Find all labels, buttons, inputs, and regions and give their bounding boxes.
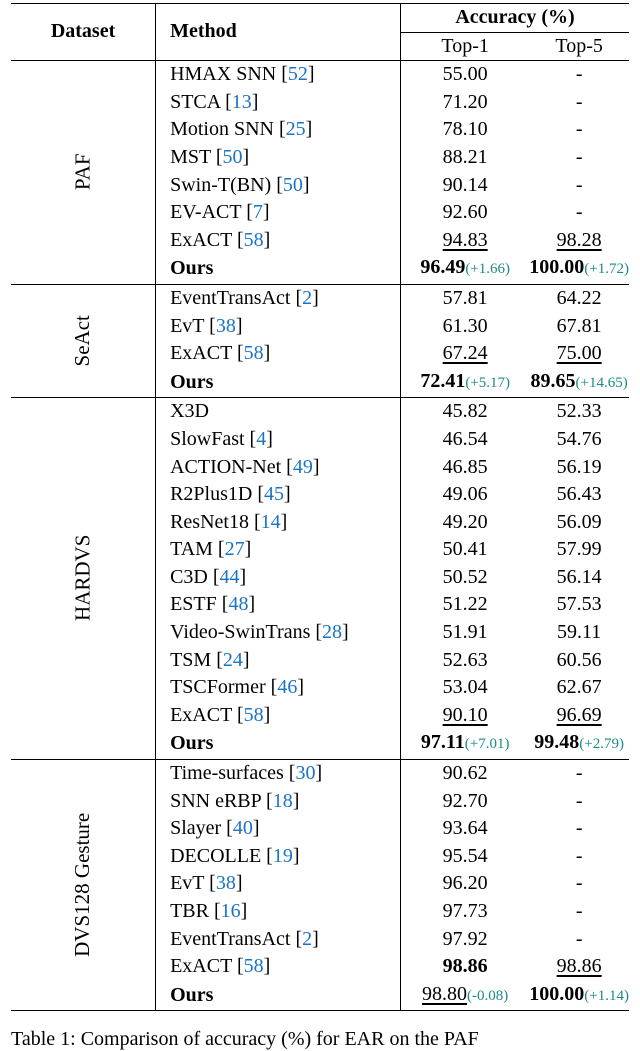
citation-link[interactable]: 45 — [264, 483, 284, 506]
top1-cell — [401, 926, 530, 954]
top5-cell — [529, 454, 629, 482]
top1-value: 98.80 — [422, 982, 468, 1005]
top1-cell — [401, 647, 530, 675]
method-cell: ExACT [58] — [156, 227, 401, 255]
citation-link[interactable]: 24 — [222, 648, 243, 671]
top5-cell — [529, 368, 629, 398]
method-name: Ours — [170, 732, 214, 755]
top5-cell — [529, 144, 629, 172]
top1-value: 53.04 — [442, 676, 488, 699]
top5-value: 57.53 — [556, 593, 602, 616]
top1-value: 97.11 — [420, 731, 465, 754]
top1-cell — [401, 619, 530, 647]
top5-value: 52.33 — [556, 400, 602, 423]
method-cell — [156, 368, 401, 398]
top1-value: 72.41 — [420, 369, 466, 392]
top1-value: 51.91 — [442, 621, 488, 644]
top5-value: - — [575, 173, 583, 196]
method-cell: ExACT [58] — [156, 953, 401, 981]
citation-link[interactable]: 16 — [220, 900, 241, 922]
top1-value: 95.54 — [442, 844, 488, 867]
top5-value: 64.22 — [556, 286, 602, 309]
table-row — [11, 398, 629, 426]
method-cell: ResNet18 [14] — [156, 509, 401, 537]
citation-link[interactable]: 19 — [272, 844, 293, 867]
top5-cell — [529, 89, 629, 117]
top1-value: 92.70 — [442, 789, 488, 812]
top1-cell — [401, 788, 530, 816]
top1-cell — [401, 981, 530, 1011]
citation-link[interactable]: 14 — [260, 510, 281, 533]
top5-cell — [529, 953, 629, 981]
method-cell: SNN eRBP [18] — [156, 788, 401, 816]
top1-cell — [401, 284, 530, 312]
method-cell: ESTF [48] — [156, 591, 401, 619]
top5-cell — [529, 981, 629, 1011]
method-name: SNN eRBP — [170, 789, 262, 812]
dataset-cell — [11, 61, 156, 285]
top5-value: - — [575, 844, 583, 867]
top1-cell — [401, 89, 530, 117]
top5-cell — [529, 729, 629, 759]
top5-cell — [529, 898, 629, 926]
citation-link[interactable]: 38 — [215, 872, 236, 895]
method-name: MST — [170, 145, 211, 168]
top1-cell — [401, 199, 530, 227]
top1-cell — [401, 254, 530, 284]
top1-cell — [401, 481, 530, 509]
method-name: EV-ACT — [170, 201, 242, 224]
header-top1: Top-1 — [441, 34, 489, 57]
citation-link[interactable]: 13 — [231, 90, 252, 113]
top1-cell — [401, 61, 530, 89]
top5-value: - — [575, 817, 583, 840]
citation-link[interactable]: 40 — [232, 817, 253, 840]
method-name: Slayer — [170, 817, 222, 840]
table-row — [11, 760, 629, 788]
header-top5: Top-5 — [555, 34, 603, 57]
top1-value: 57.81 — [442, 286, 488, 309]
top1-cell — [401, 340, 530, 368]
top1-cell — [401, 815, 530, 843]
method-name: ExACT — [170, 955, 232, 978]
method-cell: EvT [38] — [156, 870, 401, 898]
top1-cell — [401, 144, 530, 172]
top5-cell — [529, 870, 629, 898]
method-name: R2Plus1D — [170, 483, 253, 506]
citation-link[interactable]: 7 — [252, 201, 263, 224]
top5-value: - — [575, 872, 583, 895]
top5-value: 96.69 — [556, 703, 602, 726]
top5-value: 100.00 — [529, 256, 585, 279]
method-cell: STCA [13] — [156, 89, 401, 117]
dataset-cell — [11, 284, 156, 397]
method-name: X3D — [170, 400, 209, 423]
citation-link[interactable]: 28 — [322, 621, 343, 644]
top5-cell — [529, 619, 629, 647]
top5-value: - — [575, 927, 583, 950]
citation-link[interactable]: 2 — [302, 286, 313, 309]
top5-cell — [529, 647, 629, 675]
top5-gain: (+1.72) — [584, 261, 629, 278]
top1-cell — [401, 536, 530, 564]
top5-cell — [529, 591, 629, 619]
method-name: ExACT — [170, 703, 232, 726]
top5-value: 56.14 — [556, 565, 602, 588]
method-cell: Video-SwinTrans [28] — [156, 619, 401, 647]
top5-value: - — [575, 90, 583, 113]
top1-cell — [401, 702, 530, 730]
dataset-label: SeAct — [70, 314, 95, 367]
top5-value: - — [575, 789, 583, 812]
method-cell: TAM [27] — [156, 536, 401, 564]
top1-gain: (+5.17) — [465, 374, 511, 391]
table-row — [11, 61, 629, 89]
top5-cell — [529, 564, 629, 592]
top1-value: 46.54 — [442, 427, 488, 450]
method-name: EventTransAct — [170, 286, 291, 309]
method-cell: ACTION-Net [49] — [156, 454, 401, 482]
top5-cell — [529, 926, 629, 954]
top5-value: 100.00 — [529, 982, 585, 1005]
method-cell: SlowFast [4] — [156, 426, 401, 454]
top5-value: - — [575, 762, 583, 785]
header-method: Method — [156, 4, 401, 61]
top1-value: 94.83 — [442, 228, 488, 251]
method-name: DECOLLE — [170, 844, 262, 867]
citation-link[interactable]: 58 — [243, 703, 264, 726]
top1-cell — [401, 368, 530, 398]
top5-value: - — [575, 201, 583, 224]
citation-link[interactable]: 44 — [219, 565, 240, 588]
dataset-cell — [11, 398, 156, 760]
top5-value: - — [575, 900, 583, 922]
method-name: EvT — [170, 872, 205, 895]
results-table — [11, 3, 629, 1011]
method-cell: Motion SNN [25] — [156, 116, 401, 144]
dataset-label: DVS128 Gesture — [70, 812, 95, 957]
header-accuracy: Accuracy (%) — [401, 4, 629, 33]
method-name: STCA — [170, 90, 221, 113]
top1-value: 51.22 — [442, 593, 488, 616]
method-name: ACTION-Net — [170, 455, 282, 478]
citation-link[interactable]: 48 — [228, 593, 249, 616]
method-cell: EventTransAct [2] — [156, 284, 401, 312]
top1-value: 61.30 — [442, 314, 488, 337]
top5-value: 57.99 — [556, 538, 602, 561]
method-cell: EvT [38] — [156, 313, 401, 341]
top1-value: 98.86 — [442, 955, 488, 978]
method-name: C3D — [170, 565, 208, 588]
top5-cell — [529, 254, 629, 284]
top1-cell — [401, 591, 530, 619]
citation-link[interactable]: 30 — [295, 762, 316, 785]
top1-value: 45.82 — [442, 400, 488, 423]
method-name: Ours — [170, 983, 214, 1006]
top1-cell — [401, 729, 530, 759]
table-body — [11, 61, 629, 1011]
top1-cell — [401, 760, 530, 788]
citation-link[interactable]: 18 — [272, 789, 293, 812]
method-name: Swin-T(BN) — [170, 173, 272, 196]
top1-cell — [401, 509, 530, 537]
top1-value: 90.14 — [442, 173, 488, 196]
top5-gain: (+2.79) — [579, 736, 624, 753]
top5-cell — [529, 340, 629, 368]
top5-value: 98.86 — [556, 955, 602, 978]
citation-link[interactable]: 27 — [224, 538, 245, 561]
method-cell: EV-ACT [7] — [156, 199, 401, 227]
dataset-cell — [11, 760, 156, 1011]
top1-cell — [401, 172, 530, 200]
top5-cell — [529, 116, 629, 144]
method-name: Ours — [170, 370, 214, 393]
method-cell: ExACT [58] — [156, 340, 401, 368]
top5-value: 56.43 — [556, 483, 602, 506]
top5-cell — [529, 426, 629, 454]
top5-value: 67.81 — [556, 314, 602, 337]
top1-value: 97.73 — [442, 900, 488, 922]
top1-value: 97.92 — [442, 927, 488, 950]
top5-gain: (+1.14) — [584, 987, 629, 1004]
citation-link[interactable]: 2 — [302, 927, 313, 950]
method-name: TSCFormer — [170, 676, 266, 699]
top1-cell — [401, 564, 530, 592]
top5-cell — [529, 815, 629, 843]
top1-value: 50.41 — [442, 538, 488, 561]
citation-link[interactable]: 49 — [292, 455, 313, 478]
top5-cell — [529, 760, 629, 788]
top5-cell — [529, 398, 629, 426]
method-cell — [156, 981, 401, 1011]
method-cell: Swin-T(BN) [50] — [156, 172, 401, 200]
top1-value: 49.20 — [442, 510, 488, 533]
top5-cell — [529, 702, 629, 730]
method-name: TBR — [170, 900, 209, 922]
dataset-label: PAF — [70, 153, 95, 191]
method-name: ExACT — [170, 342, 232, 365]
citation-link[interactable]: 58 — [243, 228, 264, 251]
top1-value: 50.52 — [442, 565, 488, 588]
top5-value: - — [575, 63, 583, 86]
method-name: EventTransAct — [170, 927, 291, 950]
top5-cell — [529, 509, 629, 537]
top5-value: - — [575, 118, 583, 141]
method-cell: Time-surfaces [30] — [156, 760, 401, 788]
top5-cell — [529, 788, 629, 816]
top1-value: 55.00 — [442, 63, 488, 86]
top1-cell — [401, 870, 530, 898]
top1-cell — [401, 953, 530, 981]
citation-link[interactable]: 52 — [287, 63, 308, 86]
top5-value: 56.19 — [556, 455, 602, 478]
top1-cell — [401, 674, 530, 702]
top5-cell — [529, 172, 629, 200]
top5-value: 98.28 — [556, 228, 602, 251]
top5-gain: (+14.65) — [575, 374, 628, 391]
method-cell — [156, 254, 401, 284]
dataset-label: HARDVS — [70, 534, 95, 622]
top1-value: 67.24 — [442, 342, 488, 365]
method-cell: HMAX SNN [52] — [156, 61, 401, 89]
top1-value: 49.06 — [442, 483, 488, 506]
table-row — [11, 284, 629, 312]
top5-cell — [529, 199, 629, 227]
top5-value: 56.09 — [556, 510, 602, 533]
method-name: TSM — [170, 648, 212, 671]
method-name: Time-surfaces — [170, 762, 284, 785]
top5-cell — [529, 536, 629, 564]
method-name: ResNet18 — [170, 510, 249, 533]
method-cell: Slayer [40] — [156, 815, 401, 843]
method-name: HMAX SNN — [170, 63, 277, 86]
table-caption: Table 1: Comparison of accuracy (%) for EAR on the PAF — [11, 1028, 479, 1050]
method-cell: C3D [44] — [156, 564, 401, 592]
method-cell: MST [50] — [156, 144, 401, 172]
top1-cell — [401, 454, 530, 482]
top5-value: 89.65 — [530, 369, 576, 392]
method-name: EvT — [170, 314, 205, 337]
top5-cell — [529, 61, 629, 89]
citation-link[interactable]: 50 — [282, 173, 303, 196]
top5-cell — [529, 284, 629, 312]
method-name: ExACT — [170, 228, 232, 251]
top1-value: 90.62 — [442, 762, 488, 785]
top1-gain: (+1.66) — [465, 261, 511, 278]
top5-cell — [529, 674, 629, 702]
top1-cell — [401, 398, 530, 426]
top1-value: 71.20 — [442, 90, 488, 113]
top1-gain: (+7.01) — [464, 736, 510, 753]
top1-value: 96.20 — [442, 872, 488, 895]
top1-value: 92.60 — [442, 201, 488, 224]
method-cell: R2Plus1D [45] — [156, 481, 401, 509]
top1-value: 88.21 — [442, 145, 488, 168]
citation-link[interactable]: 4 — [256, 427, 267, 450]
top1-cell — [401, 426, 530, 454]
method-name: TAM — [170, 538, 213, 561]
top1-value: 90.10 — [442, 703, 488, 726]
method-cell: EventTransAct [2] — [156, 926, 401, 954]
method-cell — [156, 729, 401, 759]
top5-value: - — [575, 145, 583, 168]
citation-link[interactable]: 25 — [285, 118, 306, 141]
top1-value: 46.85 — [442, 455, 488, 478]
header-dataset: Dataset — [11, 4, 156, 61]
method-cell: TBR [16] — [156, 898, 401, 926]
top5-cell — [529, 227, 629, 255]
top1-cell — [401, 898, 530, 926]
top5-cell — [529, 481, 629, 509]
method-name: ESTF — [170, 593, 217, 616]
top5-value: 75.00 — [556, 342, 602, 365]
top1-value: 93.64 — [442, 817, 488, 840]
method-cell: ExACT [58] — [156, 702, 401, 730]
top1-gain: (-0.08) — [467, 987, 509, 1004]
top5-value: 62.67 — [556, 676, 602, 699]
top5-value: 59.11 — [557, 621, 602, 644]
method-cell — [156, 398, 401, 426]
method-name: Ours — [170, 257, 214, 280]
method-cell: TSM [24] — [156, 647, 401, 675]
citation-link[interactable]: 58 — [243, 955, 264, 978]
citation-link[interactable]: 38 — [215, 314, 236, 337]
method-name: SlowFast — [170, 427, 245, 450]
top5-value: 54.76 — [556, 427, 602, 450]
citation-link[interactable]: 50 — [222, 145, 243, 168]
top5-cell — [529, 313, 629, 341]
top5-cell — [529, 843, 629, 871]
top1-cell — [401, 313, 530, 341]
top5-value: 60.56 — [556, 648, 602, 671]
method-name: Motion SNN — [170, 118, 274, 141]
top5-value: 99.48 — [534, 731, 580, 754]
top1-cell — [401, 843, 530, 871]
top1-value: 96.49 — [420, 256, 466, 279]
citation-link[interactable]: 46 — [277, 676, 298, 699]
top1-value: 78.10 — [442, 118, 488, 141]
citation-link[interactable]: 58 — [243, 342, 264, 365]
top1-value: 52.63 — [442, 648, 488, 671]
top1-cell — [401, 227, 530, 255]
method-name: Video-SwinTrans — [170, 621, 311, 644]
top1-cell — [401, 116, 530, 144]
method-cell: DECOLLE [19] — [156, 843, 401, 871]
method-cell: TSCFormer [46] — [156, 674, 401, 702]
